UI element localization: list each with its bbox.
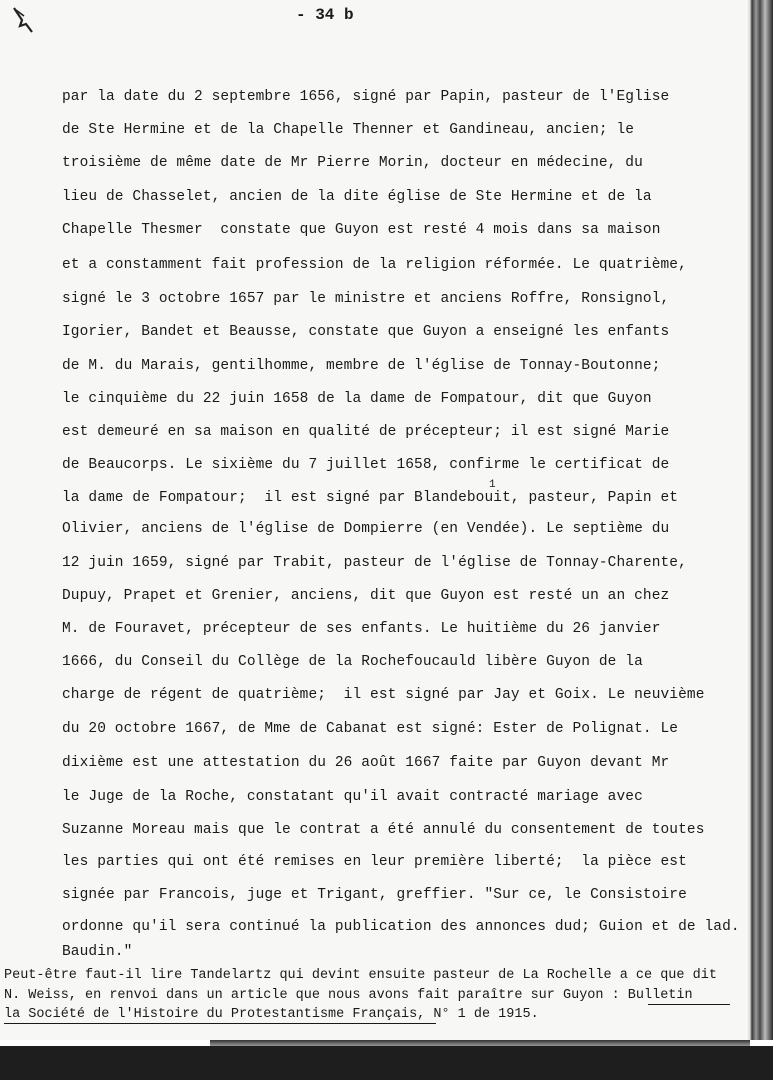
body-line: Baudin." [62, 944, 133, 960]
body-line: Igorier, Bandet et Beausse, constate que Guyon a enseigné les enfants [62, 324, 670, 340]
body-line: 12 juin 1659, signé par Trabit, pasteur de l'église de Tonnay-Charente, [62, 555, 687, 571]
body-line: charge de régent de quatrième; il est signé par Jay et Goix. Le neuvième [62, 687, 705, 703]
footnote-underline [4, 1023, 436, 1024]
body-line: 1666, du Conseil du Collège de la Rochefoucauld libère Guyon de la [62, 654, 643, 670]
body-line: lieu de Chasselet, ancien de la dite église de Ste Hermine et de la [62, 189, 652, 205]
footnote-line: N. Weiss, en renvoi dans un article que nous avons fait paraître sur Guyon : Bulletin [4, 988, 693, 1003]
body-line: les parties qui ont été remises en leur première liberté; la pièce est [62, 854, 687, 870]
body-line: par la date du 2 septembre 1656, signé par Papin, pasteur de l'Eglise [62, 89, 670, 105]
body-line: signé le 3 octobre 1657 par le ministre et anciens Roffre, Ronsignol, [62, 291, 670, 307]
body-line: signée par Francois, juge et Trigant, greffier. "Sur ce, le Consistoire [62, 887, 687, 903]
body-line: et a constamment fait profession de la religion réformée. Le quatrième, [62, 257, 687, 273]
corner-pen-mark [12, 6, 36, 34]
footnote-line: la Société de l'Histoire du Protestantisme Français, N° 1 de 1915. [4, 1007, 539, 1022]
body-line: ordonne qu'il sera continué la publication des annonces dud; Guion et de lad. [62, 919, 740, 935]
footnote-underline [648, 1004, 730, 1005]
body-line: Dupuy, Prapet et Grenier, anciens, dit que Guyon est resté un an chez [62, 588, 670, 604]
footnote-line: Peut-être faut-il lire Tandelartz qui devint ensuite pasteur de La Rochelle a ce que dit [4, 968, 717, 983]
body-line: de Beaucorps. Le sixième du 7 juillet 1658, confirme le certificat de [62, 457, 670, 473]
body-line: la dame de Fompatour; il est signé par Blandebouit, pasteur, Papin et [62, 490, 679, 506]
page-number: - 34 b [296, 6, 354, 24]
body-line: le cinquième du 22 juin 1658 de la dame de Fompatour, dit que Guyon [62, 391, 652, 407]
page-edge-shadow [746, 0, 773, 1048]
body-line: dixième est une attestation du 26 août 1667 faite par Guyon devant Mr [62, 755, 670, 771]
body-line: Chapelle Thesmer constate que Guyon est resté 4 mois dans sa maison [62, 222, 661, 238]
body-line: est demeuré en sa maison en qualité de précepteur; il est signé Marie [62, 424, 670, 440]
body-line: troisième de même date de Mr Pierre Morin, docteur en médecine, du [62, 155, 643, 171]
body-line: Olivier, anciens de l'église de Dompierre (en Vendée). Le septième du [62, 521, 670, 537]
body-line: M. de Fouravet, précepteur de ses enfants. Le huitième du 26 janvier [62, 621, 661, 637]
scan-bottom-edge [0, 1046, 773, 1080]
body-line: du 20 octobre 1667, de Mme de Cabanat est signé: Ester de Polignat. Le [62, 721, 679, 737]
body-line: de M. du Marais, gentilhomme, membre de l'église de Tonnay-Boutonne; [62, 358, 661, 374]
body-line: de Ste Hermine et de la Chapelle Thenner et Gandineau, ancien; le [62, 122, 635, 138]
footnote-marker: 1 [489, 479, 496, 491]
body-line: le Juge de la Roche, constatant qu'il avait contracté mariage avec [62, 789, 643, 805]
body-line: Suzanne Moreau mais que le contrat a été annulé du consentement de toutes [62, 822, 705, 838]
